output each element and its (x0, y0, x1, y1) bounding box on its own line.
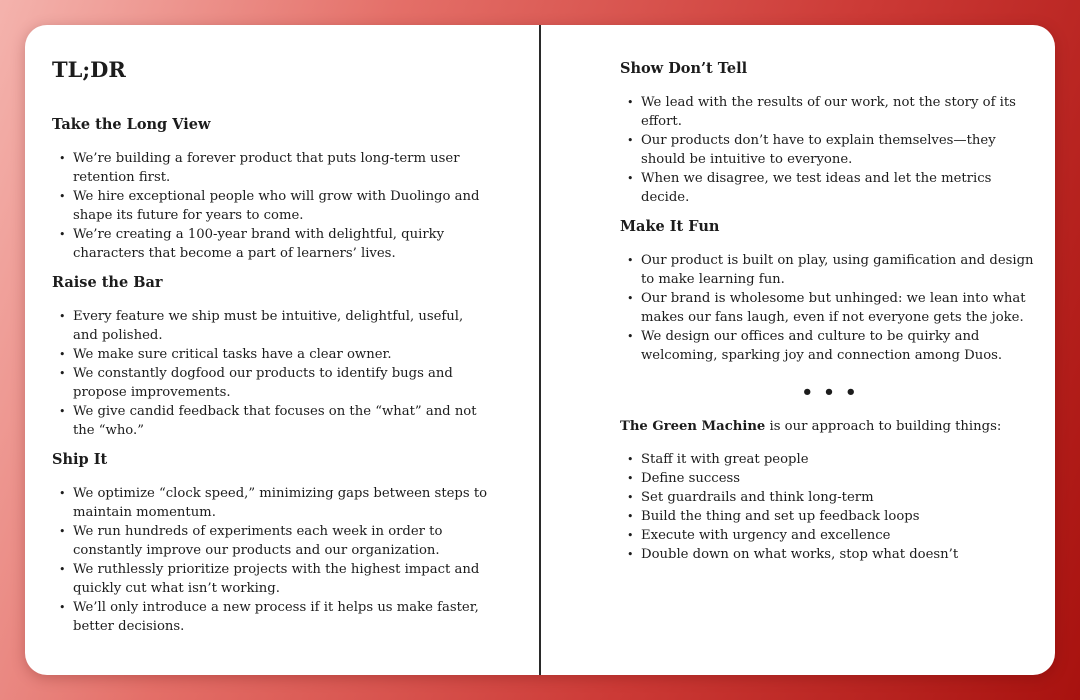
bullet-icon: • (59, 367, 66, 380)
bullet-icon: • (627, 292, 634, 305)
left-column (52, 25, 492, 646)
center-divider (539, 25, 541, 675)
list-item-text: We’re building a forever product that puts long-term user retention first. (73, 151, 460, 185)
bullet-icon: • (627, 529, 634, 542)
list-item-text: Define success (641, 471, 741, 486)
list-item (52, 560, 492, 598)
list-item (52, 522, 492, 560)
bullet-icon: • (59, 563, 66, 576)
bullet-icon: • (59, 405, 66, 418)
list-item-text: We run hundreds of experiments each week in order to constantly improve our products and our organization. (73, 524, 443, 558)
list-item-text: We’re creating a 100-year brand with delightful, quirky characters that become a part of learners’ lives. (73, 227, 445, 261)
list-item-text: Our brand is wholesome but unhinged: we lean into what makes our fans laugh, even if not everyone gets the joke. (641, 291, 1026, 325)
section-title-take-the-long-view: Take the Long View (52, 116, 211, 133)
list-item-text: Our products don’t have to explain themselves—they should be intuitive to everyone. (641, 133, 996, 167)
list-item (620, 93, 1040, 131)
bullet-icon: • (59, 310, 66, 323)
list-item-text: We give candid feedback that focuses on the “what” and not the “who.” (73, 404, 477, 438)
list-item (52, 402, 492, 440)
bullet-icon: • (627, 491, 634, 504)
list-item-text: Set guardrails and think long-term (641, 490, 874, 505)
list-item-text: Build the thing and set up feedback loops (641, 509, 920, 524)
bullet-icon: • (627, 134, 634, 147)
list-item (620, 526, 1040, 545)
list-item-text: Execute with urgency and excellence (641, 528, 891, 543)
list-item-text: We’ll only introduce a new process if it helps us make faster, better decisions. (73, 600, 479, 634)
list-item (52, 364, 492, 402)
green-machine-suffix: is our approach to building things: (765, 419, 1002, 434)
list-item (620, 251, 1040, 289)
list-item-text: We hire exceptional people who will grow with Duolingo and shape its future for years to come. (73, 189, 480, 223)
bullet-icon: • (627, 472, 634, 485)
section-title-raise-the-bar: Raise the Bar (52, 274, 163, 291)
document-card (25, 25, 1055, 675)
bullet-icon: • (59, 348, 66, 361)
list-item-text: We constantly dogfood our products to identify bugs and propose improvements. (73, 366, 453, 400)
bullet-list-raise-the-bar (52, 307, 492, 440)
page-title: TL;DR (52, 57, 126, 82)
bullet-list-green-machine (620, 450, 1040, 564)
list-item (52, 149, 492, 187)
green-machine-intro (620, 417, 1040, 436)
list-item (620, 545, 1040, 564)
bullet-icon: • (627, 330, 634, 343)
list-item (52, 484, 492, 522)
list-item (620, 488, 1040, 507)
list-item (620, 289, 1040, 327)
list-item-text: We ruthlessly prioritize projects with the highest impact and quickly cut what isn’t working. (73, 562, 480, 596)
list-item (52, 345, 492, 364)
bullet-list-show-dont-tell (620, 93, 1040, 207)
section-separator: • • • (801, 382, 859, 403)
list-item-text: When we disagree, we test ideas and let the metrics decide. (641, 171, 992, 205)
list-item (620, 131, 1040, 169)
bullet-list-take-the-long-view (52, 149, 492, 263)
list-item (52, 307, 492, 345)
bullet-icon: • (627, 172, 634, 185)
list-item (620, 169, 1040, 207)
list-item (620, 469, 1040, 488)
bullet-icon: • (59, 228, 66, 241)
bullet-list-make-it-fun (620, 251, 1040, 365)
section-title-ship-it: Ship It (52, 451, 108, 468)
bullet-icon: • (627, 254, 634, 267)
right-column (620, 25, 1040, 574)
bullet-icon: • (59, 190, 66, 203)
bullet-list-ship-it (52, 484, 492, 636)
list-item-text: We design our offices and culture to be quirky and welcoming, sparking joy and connection among Duos. (641, 329, 1003, 363)
list-item (52, 225, 492, 263)
green-machine-name: The Green Machine (620, 419, 766, 434)
bullet-icon: • (59, 601, 66, 614)
bullet-icon: • (59, 487, 66, 500)
list-item-text: We lead with the results of our work, not the story of its effort. (641, 95, 1016, 129)
bullet-icon: • (59, 152, 66, 165)
list-item (52, 187, 492, 225)
list-item-text: Double down on what works, stop what doesn’t (641, 547, 959, 562)
list-item (620, 327, 1040, 365)
bullet-icon: • (627, 453, 634, 466)
section-title-make-it-fun: Make It Fun (620, 218, 720, 235)
list-item (620, 507, 1040, 526)
bullet-icon: • (627, 510, 634, 523)
bullet-icon: • (59, 525, 66, 538)
list-item-text: Staff it with great people (641, 452, 809, 467)
list-item-text: Every feature we ship must be intuitive, delightful, useful, and polished. (73, 309, 464, 343)
bullet-icon: • (627, 548, 634, 561)
list-item (620, 450, 1040, 469)
bullet-icon: • (627, 96, 634, 109)
list-item-text: We optimize “clock speed,” minimizing gaps between steps to maintain momentum. (73, 486, 488, 520)
section-title-show-dont-tell: Show Don’t Tell (620, 60, 748, 77)
list-item-text: Our product is built on play, using gamification and design to make learning fun. (641, 253, 1034, 287)
list-item (52, 598, 492, 636)
list-item-text: We make sure critical tasks have a clear owner. (73, 347, 392, 362)
